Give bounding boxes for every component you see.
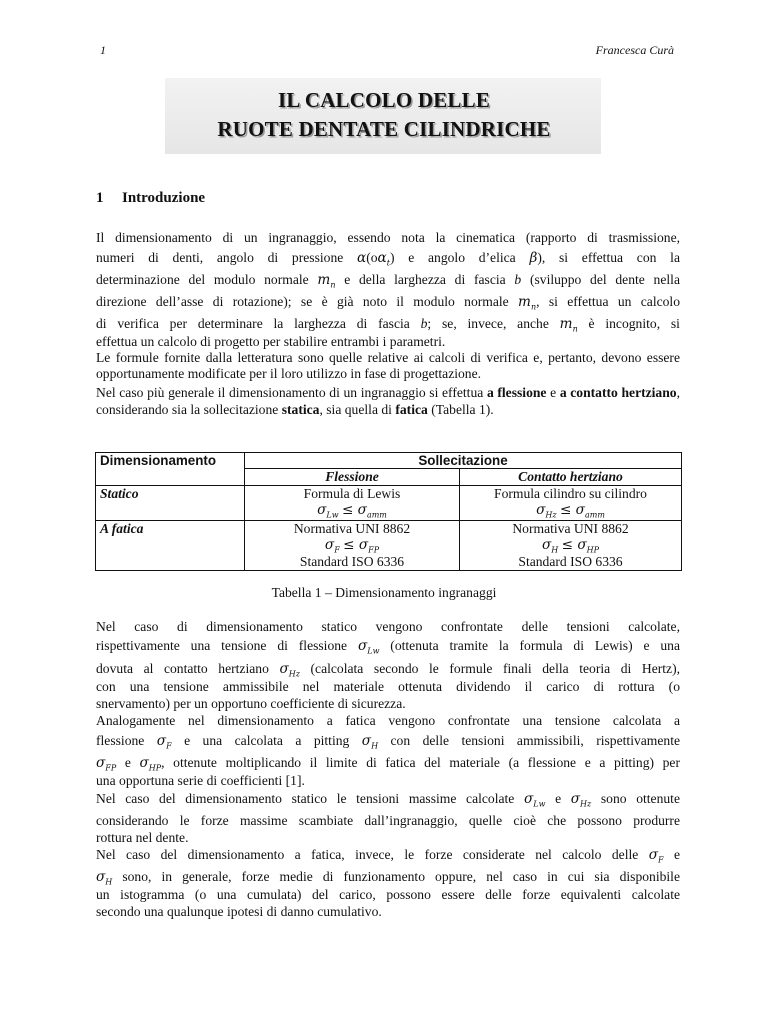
p4-line-4: con una tensione ammissibile nel materiale ottenuta dividendo il carico di rottura (o: [96, 679, 680, 694]
p7-line-1: Nel caso del dimensionamento a fatica, invece, le forze considerate nel calcolo delle $\sigma_F$ e: [96, 847, 680, 865]
intro-line-3: determinazione del modulo normale $m_n$ e della larghezza di fascia b (sviluppo del dente nella: [96, 272, 680, 290]
table-header-dimensionamento: Dimensionamento: [96, 453, 245, 486]
p5-line-3: $\sigma_{FP}$ e $\sigma_{HP}$, ottenute moltiplicando il limite di fatica del materiale (a flessione e a pitting) per: [96, 755, 680, 773]
page-number: 1: [100, 43, 106, 57]
p5-line-2: flessione $\sigma_F$ e una calcolata a pitting $\sigma_H$ con delle tensioni ammissibili, rispettivamente: [96, 733, 681, 751]
document-title-line1: IL CALCOLO DELLE: [277, 88, 491, 112]
p7-line-3: un istogramma (o una cumulata) del carico, possono essere delle forze equivalenti calcolate: [96, 887, 680, 902]
intro-line-6: effettua un calcolo di progetto per stabilire entrambi i parametri.: [96, 334, 446, 349]
p6-line-3: rottura nel dente.: [96, 830, 189, 845]
cell-fatica-flessione: Normativa UNI 8862 $\sigma_F \le \sigma_{FP}$ Standard ISO 6336: [245, 520, 460, 571]
row-label-statico: Statico: [96, 486, 245, 521]
cell-statico-flessione: Formula di Lewis $\sigma_{Lw} \le \sigma_{amm}$: [245, 486, 460, 521]
section-title: Introduzione: [122, 190, 206, 206]
cell-fatica-contatto: Normativa UNI 8862 $\sigma_H \le \sigma_{HP}$ Standard ISO 6336: [460, 520, 682, 571]
beta-symbol: β: [529, 250, 538, 266]
dimensioning-table: [95, 452, 682, 571]
table-subheader-contatto: Contatto hertziano: [460, 469, 682, 486]
row-label-fatica: A fatica: [96, 520, 245, 571]
section-heading: [96, 190, 205, 207]
p4-line-3: dovuta al contatto hertziano $\sigma_{Hz}$ (calcolata secondo le formule finali della teoria di Hertz),: [96, 661, 680, 679]
intro-line-2: numeri di denti, angolo di pressione $\alpha(o\alpha_t)$ e angolo d’elica β), si effettua con la: [96, 250, 680, 268]
intro-line-4: direzione dell’asse di rotazione); se è già noto il modulo normale $m_n$, si effettua un calcolo: [96, 294, 680, 312]
section-number: 1: [96, 190, 104, 206]
p5-line-1: Analogamente nel dimensionamento a fatica vengono confrontate una tensione calcolata a: [96, 713, 680, 728]
p4-line-1: Nel caso di dimensionamento statico vengono confrontate delle tensioni calcolate,: [96, 619, 680, 634]
paragraph-formulas: Le formule fornite dalla letteratura sono quelle relative ai calcoli di verifica e, pertanto, devono essere opportunamente modificate per il loro utilizzo in fase di progettazione.: [96, 350, 680, 381]
author-name: Francesca Curà: [595, 43, 674, 57]
document-title-line2: RUOTE DENTATE CILINDRICHE: [217, 117, 551, 141]
p4-line-2: rispettivamente una tensione di flessione $\sigma_{Lw}$ (ottenuta tramite la formula di Lewis) e una: [96, 638, 680, 656]
p7-line-2: $\sigma_H$ sono, in generale, forze medie di funzionamento oppure, nel caso in cui sia disponibile: [96, 869, 680, 887]
p6-line-2: considerando le forze massime scambiate dall’ingranaggio, quelle cioè che possono produrre: [96, 813, 680, 828]
intro-line-1: Il dimensionamento di un ingranaggio, essendo nota la cinematica (rapporto di trasmissione,: [96, 230, 680, 245]
cell-statico-contatto: Formula cilindro su cilindro $\sigma_{Hz} \le \sigma_{amm}$: [460, 486, 682, 521]
p5-line-4: una opportuna serie di coefficienti [1].: [96, 773, 305, 788]
table-caption: Tabella 1 – Dimensionamento ingranaggi: [271, 585, 497, 600]
table-subheader-flessione: Flessione: [245, 469, 460, 486]
p6-line-1: Nel caso del dimensionamento statico le tensioni massime calcolate $\sigma_{Lw}$ e $\sigma_{Hz}$ sono ottenute: [96, 791, 680, 809]
table-header-sollecitazione: Sollecitazione: [245, 453, 682, 469]
p7-line-4: secondo una qualunque ipotesi di danno cumulativo.: [96, 904, 382, 919]
intro-line-5: di verifica per determinare la larghezza di fascia b; se, invece, anche $m_n$ è incognito, si: [96, 316, 680, 334]
table-row: [96, 520, 682, 571]
alpha-symbol: α: [357, 250, 367, 266]
paragraph-general-case: Nel caso più generale il dimensionamento di un ingranaggio si effettua a flessione e a contatto hertziano, considerando sia la sollecitazione statica, sia quella di fatica (Tabella 1).: [96, 385, 680, 417]
p4-line-5: snervamento) per un opportuno coefficiente di sicurezza.: [96, 696, 406, 711]
table-row: [96, 486, 682, 521]
